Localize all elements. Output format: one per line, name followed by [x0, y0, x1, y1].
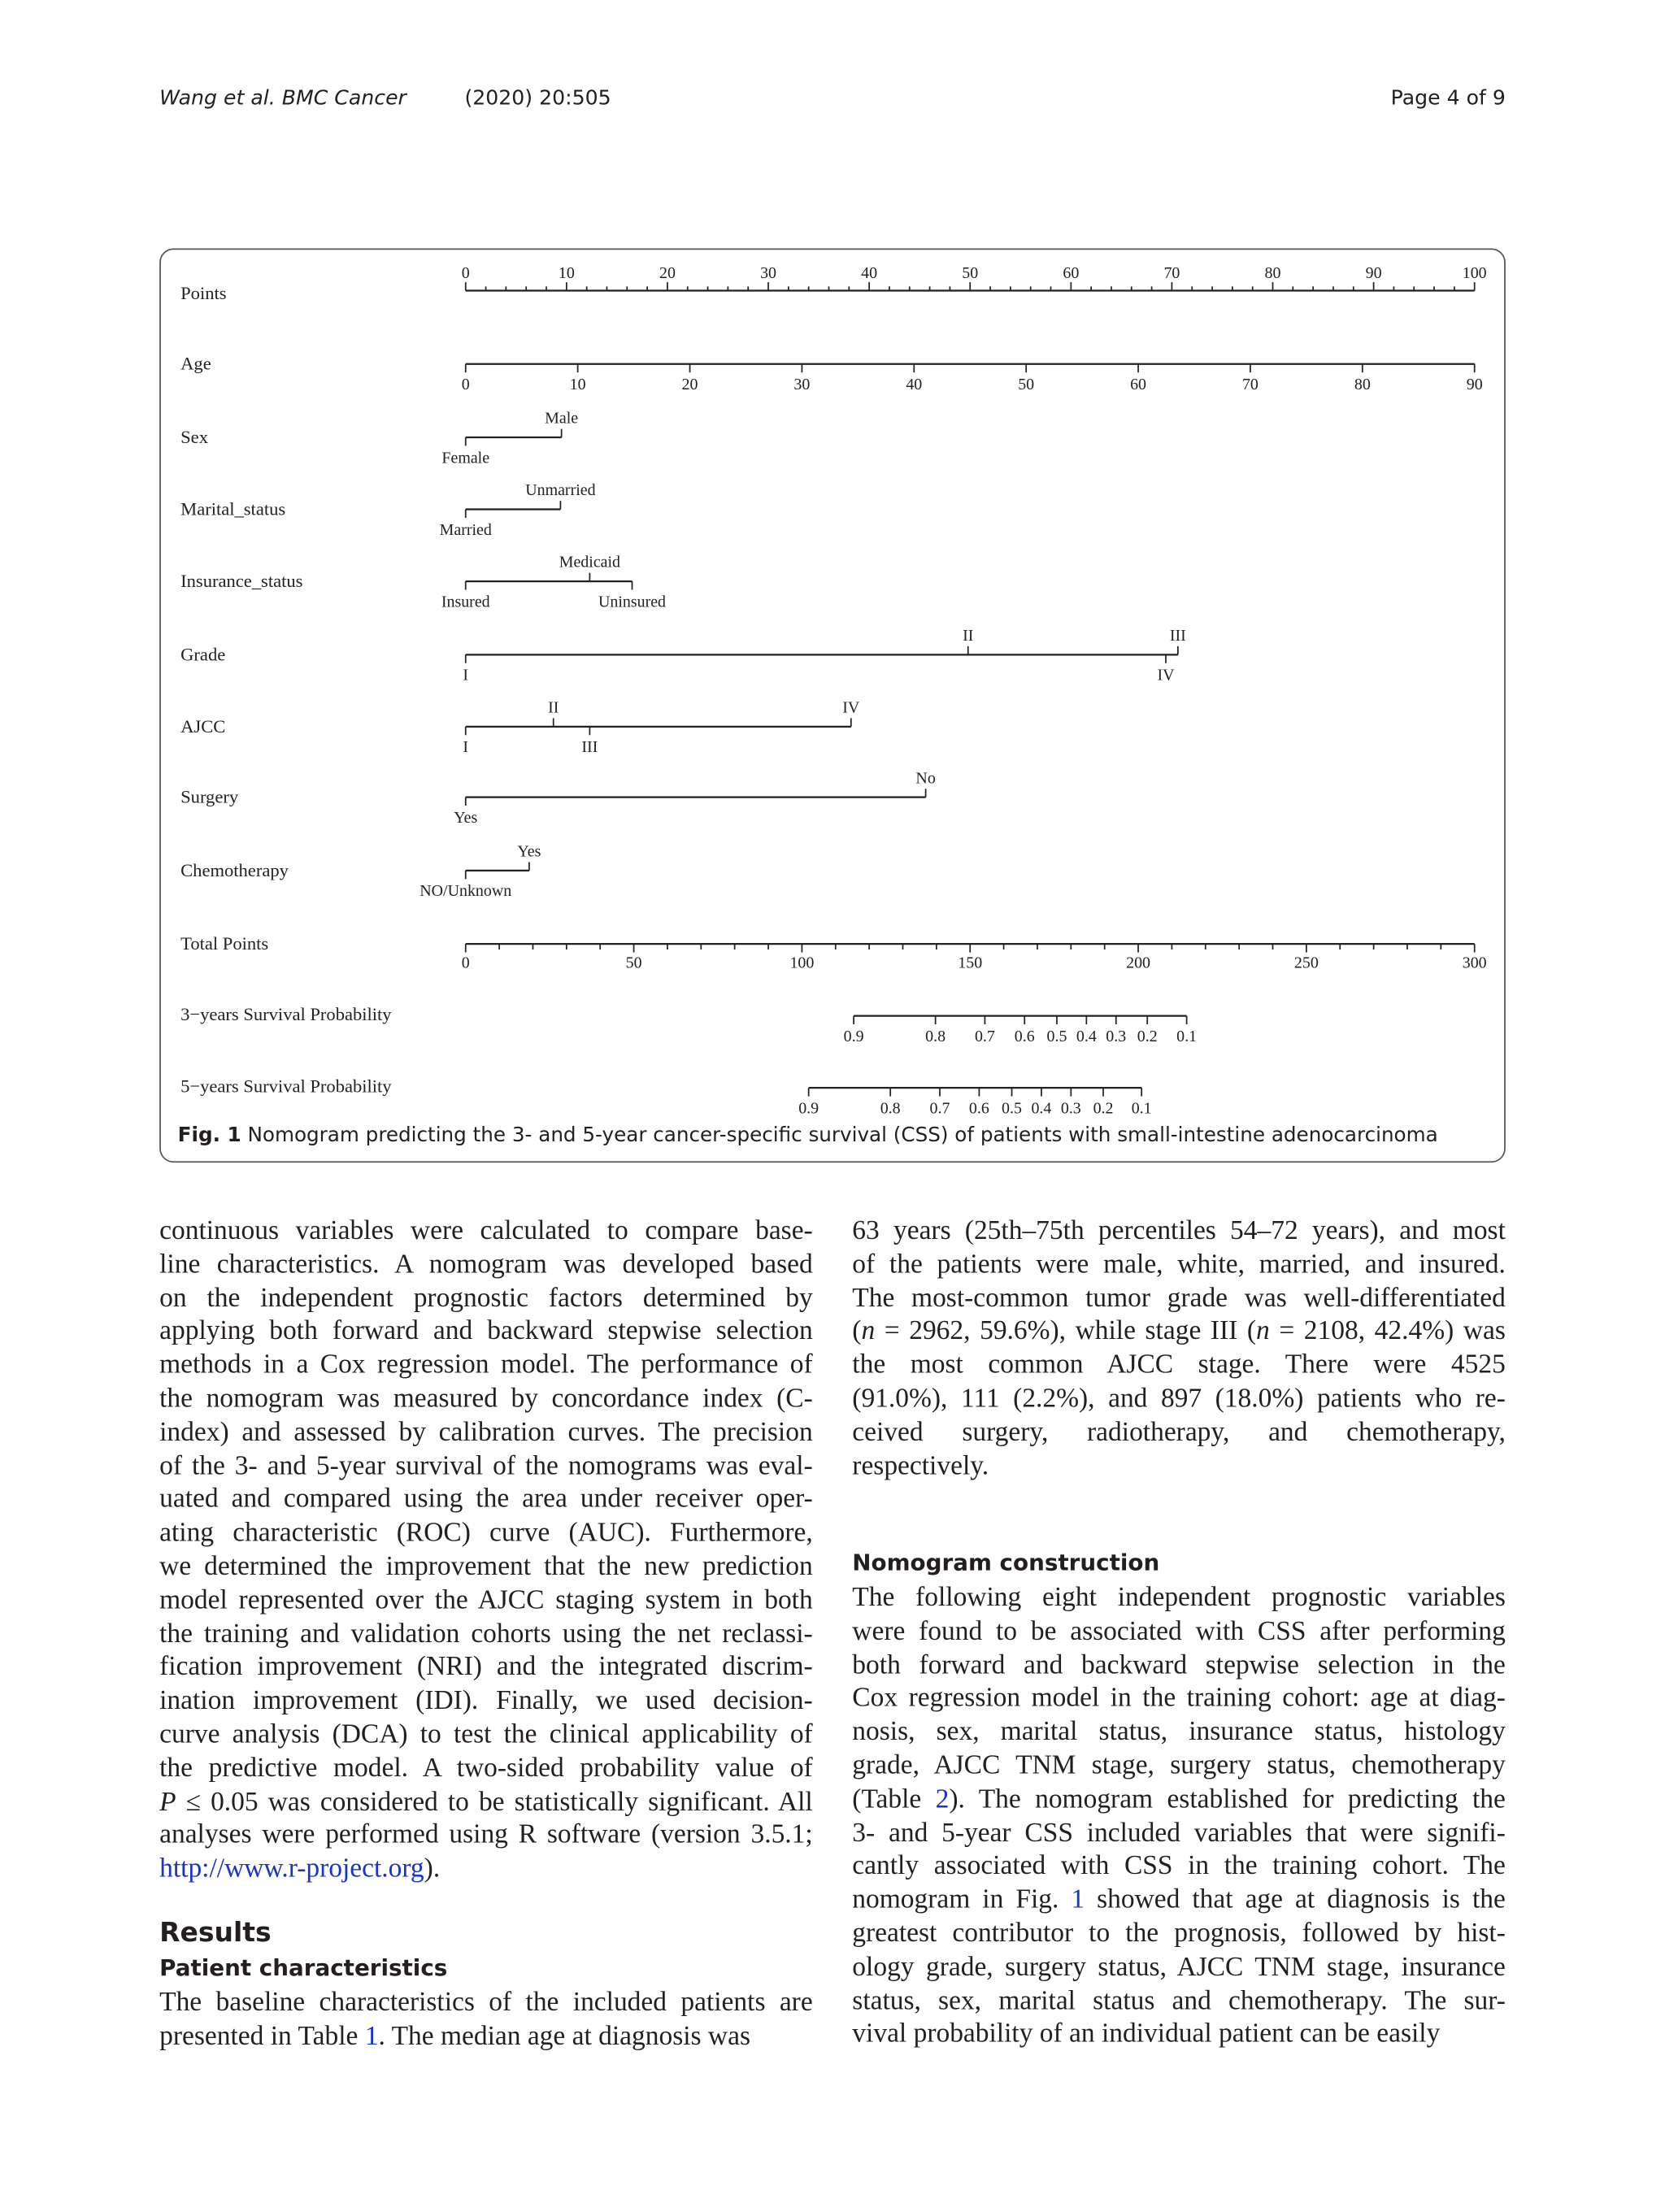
points-tick-label: 60 — [1063, 263, 1080, 282]
row-label: AJCC — [180, 715, 226, 737]
row-label: Points — [180, 282, 227, 303]
row-label: Total Points — [180, 933, 269, 954]
level-label: Medicaid — [559, 553, 621, 571]
text-line — [159, 2020, 813, 2053]
row-label: 3−years Survival Probability — [180, 1003, 392, 1024]
text-span: showed that age at diagnosis is the — [1085, 1885, 1506, 1915]
level-label: IV — [842, 698, 860, 717]
survival-tick-label: 0.7 — [929, 1099, 950, 1118]
text-span: grade, AJCC TNM stage, surgery status, chemotherapy — [852, 1750, 1506, 1781]
total-points-tick-label: 200 — [1126, 954, 1151, 972]
text-line — [159, 1651, 813, 1684]
text-span: P — [159, 1787, 176, 1817]
text-line — [159, 1819, 813, 1853]
level-label: Yes — [454, 808, 478, 827]
points-tick-label: 70 — [1163, 263, 1180, 282]
points-tick-label: 90 — [1365, 263, 1382, 282]
text-line — [159, 1719, 813, 1752]
text-line — [852, 1918, 1506, 1951]
text-span: ination improvement (IDI). Finally, we used decision- — [159, 1686, 813, 1716]
text-span: nosis, sex, marital status, insurance status, histology — [852, 1717, 1506, 1747]
reference-link[interactable]: 1 — [364, 2021, 379, 2052]
text-span: . The median age at diagnosis was — [378, 2021, 750, 2052]
text-span: fication improvement (NRI) and the integrated discrim- — [159, 1653, 813, 1683]
text-span: applying both forward and backward stepwise selection — [159, 1316, 813, 1347]
row-label: Age — [180, 353, 211, 374]
total-points-tick-label: 150 — [958, 954, 983, 972]
age-tick-label: 70 — [1241, 376, 1259, 394]
text-line — [159, 1584, 813, 1618]
text-span: methods in a Cox regression model. The performance of — [159, 1350, 813, 1380]
text-line — [159, 1550, 813, 1584]
points-tick-label: 0 — [461, 263, 470, 282]
text-line — [852, 2019, 1506, 2052]
age-tick-label: 60 — [1130, 376, 1147, 394]
text-span: were found to be associated with CSS after performing — [852, 1616, 1506, 1647]
right-paragraph-characteristics — [852, 1215, 1506, 1483]
text-line — [852, 1383, 1506, 1416]
page-number: Page 4 of 9 — [1390, 87, 1506, 111]
text-line — [159, 1484, 813, 1517]
nomogram-chart — [161, 250, 1507, 1164]
survival-tick-label: 0.8 — [925, 1027, 946, 1045]
level-label: I — [463, 738, 469, 757]
row-label: Chemotherapy — [180, 859, 289, 880]
text-line — [159, 1215, 813, 1248]
figure-caption-text: Nomogram predicting the 3- and 5-year cancer-specific survival (CSS) of patients with small-intestine adenocarcinoma — [247, 1124, 1438, 1148]
text-span: uated and compared using the area under receiver oper- — [159, 1484, 813, 1515]
text-line — [852, 1615, 1506, 1649]
text-span: n — [1256, 1316, 1270, 1347]
figure-caption — [178, 1124, 1438, 1147]
text-span: (91.0%), 111 (2.2%), and 897 (18.0%) patients who re- — [852, 1384, 1506, 1415]
survival-tick-label: 0.3 — [1106, 1027, 1127, 1045]
text-span: ≤ 0.05 was considered to be statistically significant. All — [176, 1787, 813, 1817]
text-span: greatest contributor to the prognosis, followed by hist- — [852, 1919, 1506, 1949]
text-line — [852, 1449, 1506, 1483]
text-span: we determined the improvement that the new prediction — [159, 1552, 813, 1582]
text-span: analyses were performed using R software (version 3.5.1; — [159, 1820, 813, 1850]
text-span: index) and assessed by calibration curves. The precision — [159, 1417, 813, 1448]
text-line — [852, 1582, 1506, 1615]
age-tick-label: 90 — [1466, 376, 1483, 394]
citation: (2020) 20:505 — [464, 87, 611, 111]
text-line — [159, 1517, 813, 1550]
level-label: NO/Unknown — [420, 882, 512, 901]
survival-tick-label: 0.1 — [1176, 1027, 1198, 1045]
text-line — [159, 1685, 813, 1719]
figure-1-box — [159, 248, 1506, 1162]
text-span: (Table — [852, 1784, 936, 1814]
row-label: 5−years Survival Probability — [180, 1076, 392, 1097]
text-line — [159, 1785, 813, 1819]
text-span: curve analysis (DCA) to test the clinical applicability of — [159, 1719, 813, 1750]
text-line — [852, 1783, 1506, 1816]
text-line — [852, 1951, 1506, 1984]
text-line — [852, 1817, 1506, 1850]
survival-tick-label: 0.6 — [1014, 1027, 1035, 1045]
text-span: n — [861, 1316, 876, 1347]
text-span: ceived surgery, radiotherapy, and chemotherapy, — [852, 1417, 1506, 1448]
survival-tick-label: 0.9 — [843, 1027, 864, 1045]
text-line — [852, 1315, 1506, 1349]
right-paragraph-nomogram — [852, 1582, 1506, 2052]
text-span: the most common AJCC stage. There were 4525 — [852, 1350, 1506, 1380]
total-points-tick-label: 300 — [1462, 954, 1487, 972]
left-paragraph-results — [159, 1987, 813, 2054]
survival-tick-label: 0.7 — [974, 1027, 995, 1045]
running-header-journal — [159, 88, 611, 111]
total-points-tick-label: 50 — [625, 954, 642, 972]
points-tick-label: 40 — [861, 263, 878, 282]
text-span: = 2962, 59.6%), while stage III ( — [875, 1316, 1257, 1347]
text-line — [159, 1449, 813, 1483]
text-span: cantly associated with CSS in the training cohort. The — [852, 1851, 1506, 1882]
age-tick-label: 0 — [461, 376, 470, 394]
text-span: 63 years (25th–75th percentiles 54–72 years), and most — [852, 1216, 1506, 1246]
age-tick-label: 10 — [569, 376, 586, 394]
text-span: Cox regression model in the training cohort: age at diag- — [852, 1684, 1506, 1714]
level-label: III — [581, 738, 598, 757]
text-span: = 2108, 42.4%) was — [1269, 1316, 1506, 1347]
level-label: No — [915, 769, 936, 788]
text-line — [852, 1349, 1506, 1383]
total-points-tick-label: 250 — [1293, 954, 1319, 972]
survival-tick-label: 0.4 — [1076, 1027, 1097, 1045]
age-tick-label: 30 — [793, 376, 811, 394]
level-label: Uninsured — [598, 593, 667, 611]
reference-link[interactable]: http://www.r-project.org — [159, 1853, 424, 1884]
row-label: Sex — [180, 426, 208, 447]
text-span: status, sex, marital status and chemotherapy. The sur- — [852, 1985, 1506, 2016]
reference-link[interactable]: 2 — [935, 1784, 950, 1814]
survival-tick-label: 0.3 — [1060, 1099, 1081, 1118]
row-label: Insurance_status — [180, 571, 303, 592]
text-span: The following eight independent prognostic variables — [852, 1583, 1506, 1613]
nomogram-construction-heading: Nomogram construction — [852, 1549, 1160, 1576]
survival-tick-label: 0.5 — [1046, 1027, 1067, 1045]
text-line — [852, 1282, 1506, 1315]
text-span: respectively. — [852, 1451, 989, 1481]
survival-tick-label: 0.8 — [880, 1099, 901, 1118]
text-span: line characteristics. A nomogram was developed based — [159, 1249, 813, 1280]
total-points-tick-label: 100 — [789, 954, 815, 972]
age-tick-label: 80 — [1354, 376, 1371, 394]
age-tick-label: 20 — [681, 376, 698, 394]
text-span: the training and validation cohorts using the net reclassi- — [159, 1619, 813, 1649]
points-tick-label: 20 — [659, 263, 676, 282]
text-span: ). The nomogram established for predicting the — [949, 1784, 1506, 1814]
text-span: nomogram in Fig. — [852, 1885, 1072, 1915]
text-line — [852, 1716, 1506, 1749]
level-label: Married — [439, 520, 492, 539]
text-span: vival probability of an individual patient can be easily — [852, 2019, 1441, 2049]
text-span: ology grade, surgery status, AJCC TNM stage, insurance — [852, 1952, 1506, 1983]
text-span: the predictive model. A two-sided probability value of — [159, 1753, 813, 1784]
text-line — [159, 1416, 813, 1449]
points-tick-label: 50 — [962, 263, 979, 282]
age-tick-label: 50 — [1018, 376, 1035, 394]
reference-link[interactable]: 1 — [1071, 1885, 1085, 1915]
text-line — [852, 1683, 1506, 1716]
points-tick-label: 10 — [558, 263, 575, 282]
level-label: II — [963, 626, 974, 645]
level-label: II — [548, 698, 559, 717]
level-label: IV — [1157, 666, 1175, 684]
text-span: model represented over the AJCC staging system in both — [159, 1585, 813, 1615]
text-line — [852, 1984, 1506, 2018]
survival-tick-label: 0.9 — [798, 1099, 819, 1118]
text-span: continuous variables were calculated to compare base- — [159, 1216, 813, 1246]
left-paragraph-methods — [159, 1215, 813, 1886]
text-span: ( — [852, 1316, 862, 1347]
results-heading: Results — [159, 1917, 272, 1949]
level-label: Male — [545, 409, 579, 428]
text-span: ). — [424, 1853, 441, 1884]
text-span: on the independent prognostic factors determined by — [159, 1283, 813, 1314]
text-line — [852, 1649, 1506, 1682]
level-label: I — [463, 666, 469, 684]
text-line — [159, 1987, 813, 2020]
figure-label: Fig. 1 — [177, 1124, 241, 1148]
text-span: both forward and backward stepwise selection in the — [852, 1649, 1506, 1680]
points-tick-label: 100 — [1462, 263, 1487, 282]
text-span: of the 3- and 5-year survival of the nomograms was eval- — [159, 1451, 813, 1481]
journal-name: Wang et al. BMC Cancer — [159, 87, 406, 111]
level-label: Female — [441, 449, 490, 467]
text-span: The most-common tumor grade was well-differentiated — [852, 1283, 1506, 1314]
points-tick-label: 30 — [760, 263, 777, 282]
survival-tick-label: 0.6 — [968, 1099, 989, 1118]
level-label: Insured — [441, 593, 490, 611]
text-line — [159, 1282, 813, 1315]
text-span: The baseline characteristics of the included patients are — [159, 1988, 813, 2018]
level-label: Unmarried — [525, 481, 596, 500]
text-span: presented in Table — [159, 2021, 365, 2052]
text-line — [159, 1618, 813, 1651]
text-span: of the patients were male, white, married, and insured. — [852, 1249, 1506, 1280]
text-span: the nomogram was measured by concordance index (C- — [159, 1384, 813, 1415]
text-line — [852, 1884, 1506, 1917]
level-label: Yes — [517, 842, 541, 861]
text-line — [852, 1850, 1506, 1884]
text-line — [159, 1383, 813, 1416]
text-line — [159, 1349, 813, 1383]
survival-tick-label: 0.1 — [1131, 1099, 1152, 1118]
text-line — [159, 1853, 813, 1886]
survival-tick-label: 0.2 — [1093, 1099, 1114, 1118]
text-line — [159, 1249, 813, 1282]
points-tick-label: 80 — [1264, 263, 1281, 282]
total-points-tick-label: 0 — [461, 954, 470, 972]
text-line — [852, 1215, 1506, 1248]
survival-tick-label: 0.2 — [1137, 1027, 1158, 1045]
row-label: Grade — [180, 644, 226, 665]
row-label: Marital_status — [180, 498, 286, 519]
row-label: Surgery — [180, 786, 239, 807]
survival-tick-label: 0.5 — [1002, 1099, 1022, 1118]
text-line — [852, 1249, 1506, 1282]
age-tick-label: 40 — [906, 376, 923, 394]
patient-characteristics-heading: Patient characteristics — [159, 1953, 448, 1981]
text-span: ating characteristic (ROC) curve (AUC). Furthermore, — [159, 1518, 813, 1549]
text-line — [852, 1749, 1506, 1783]
text-line — [159, 1752, 813, 1785]
text-span: 3- and 5-year CSS included variables that were signifi- — [852, 1818, 1506, 1848]
level-label: III — [1169, 626, 1186, 645]
text-line — [159, 1315, 813, 1349]
survival-tick-label: 0.4 — [1031, 1099, 1052, 1118]
text-line — [852, 1416, 1506, 1449]
